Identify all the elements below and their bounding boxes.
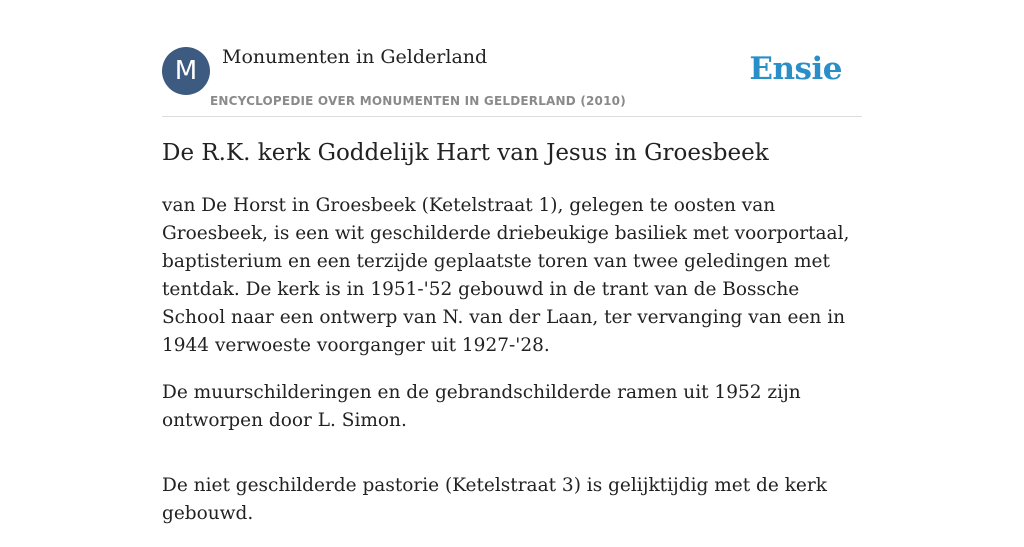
source-subtitle: ENCYCLOPEDIE OVER MONUMENTEN IN GELDERLAND (2010) [210,94,626,108]
card-header [162,0,862,117]
article-paragraph-3: De niet geschilderde pastorie (Ketelstraat 3) is gelijktijdig met de kerk gebouwd. [162,475,827,524]
ensie-logo[interactable]: Ensie [749,51,842,87]
ensie-card [162,0,862,524]
source-avatar[interactable]: M [162,47,210,95]
article-paragraph-1: van De Horst in Groesbeek (Ketelstraat 1), gelegen te oosten van Groesbeek, is een wit geschilderde driebeukige basiliek met voorportaal, baptisterium en een terzijde geplaatste toren van twee geledingen met tentdak. De kerk is in 1951-'52 gebouwd in de trant van de Bossche School naar een ontwerp van N. van der Laan, ter vervanging van een in 1944 verwoeste voorganger uit 1927-'28. [162,195,850,356]
article-paragraph-2: De muurschilderingen en de gebrandschilderde ramen uit 1952 zijn ontworpen door L. Simon. [162,382,801,431]
article-title: De R.K. kerk Goddelijk Hart van Jesus in Groesbeek [162,140,769,166]
article-body [162,192,862,547]
source-title[interactable]: Monumenten in Gelderland [222,46,488,68]
